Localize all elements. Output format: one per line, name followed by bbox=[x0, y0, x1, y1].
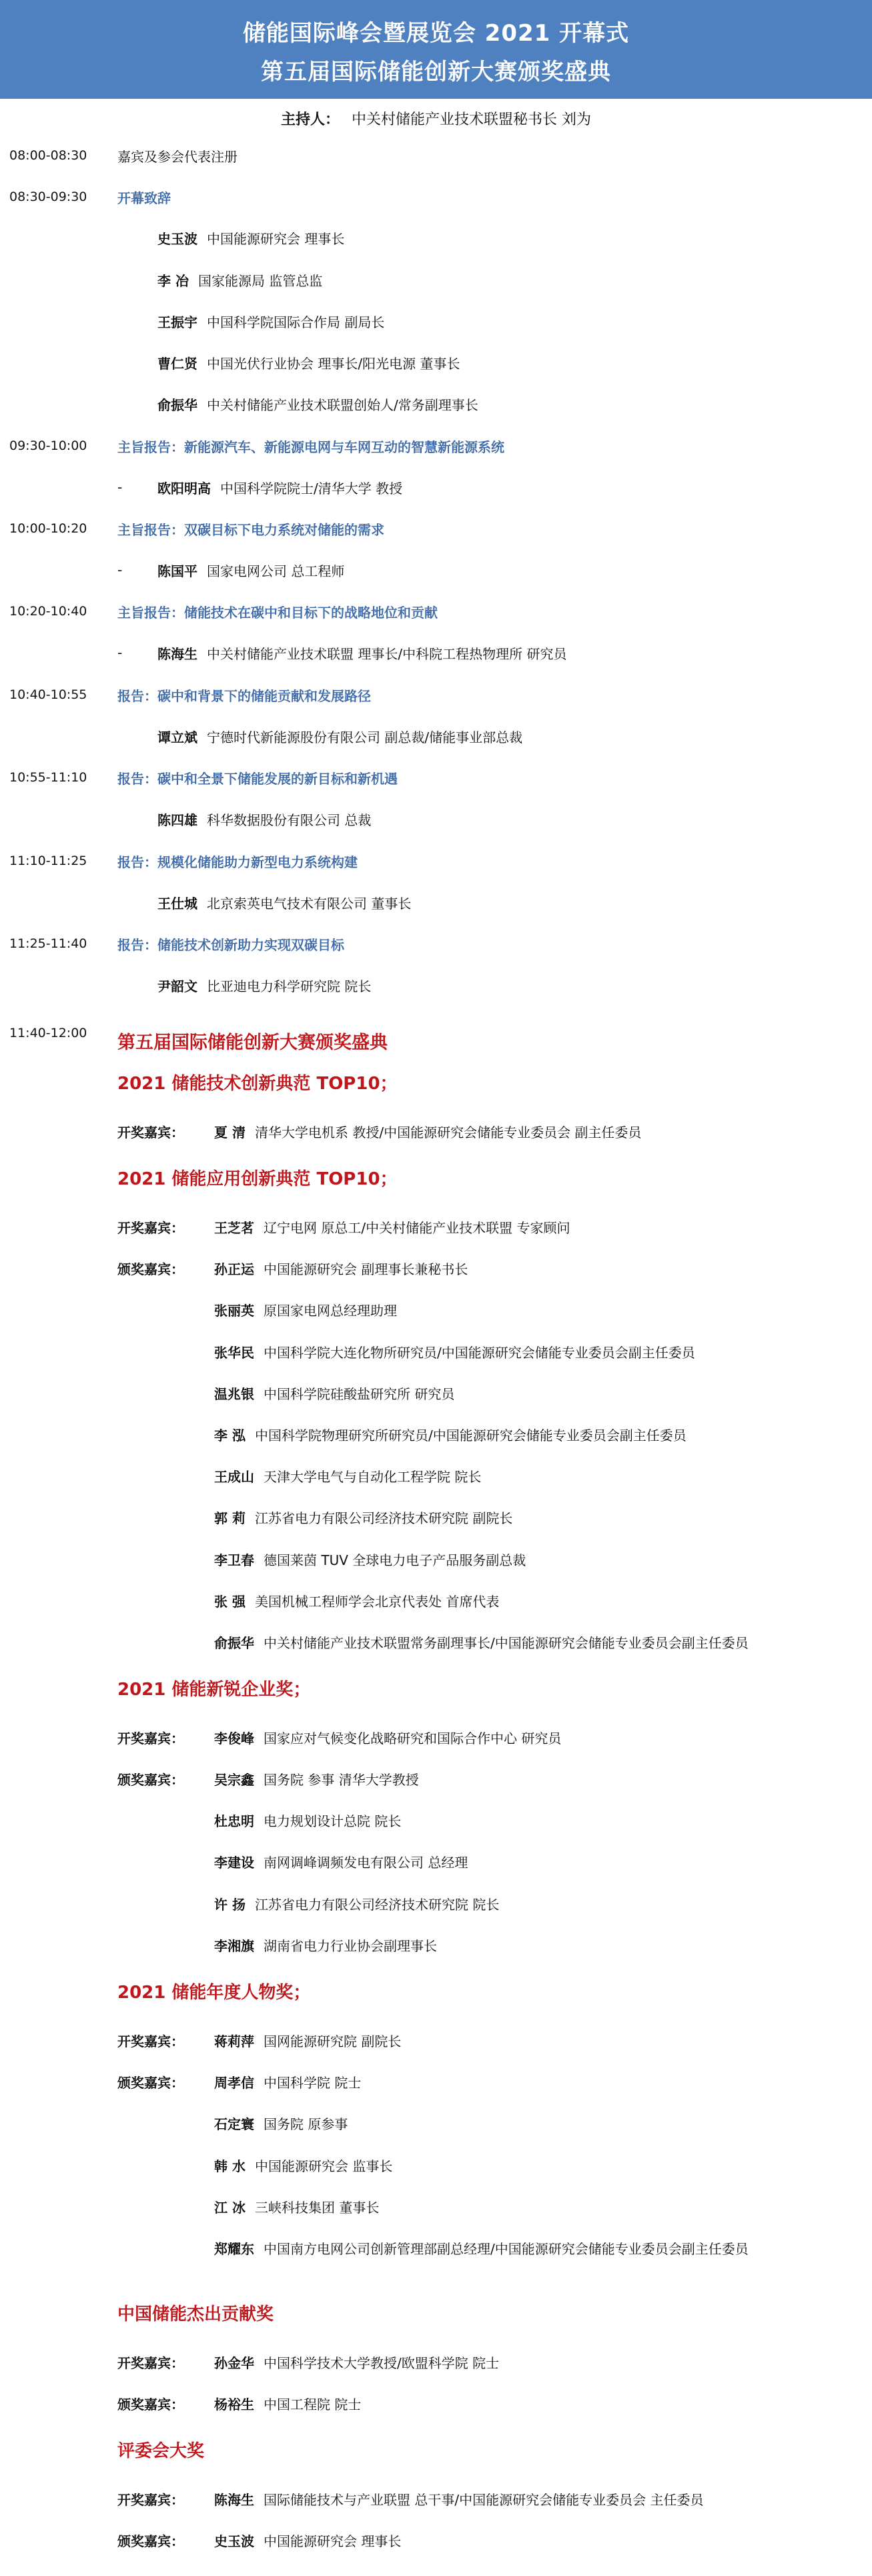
award-org: 美国机械工程师学会北京代表处 首席代表 bbox=[254, 1593, 500, 1610]
award-org: 南网调峰调频发电有限公司 总经理 bbox=[264, 1854, 468, 1871]
award-name: 孙正运 bbox=[214, 1261, 254, 1277]
speaker-org: 宁德时代新能源股份有限公司 副总裁/储能事业部总裁 bbox=[207, 729, 523, 745]
award-role: 开奖嘉宾： bbox=[117, 2354, 184, 2371]
award-row bbox=[117, 1547, 526, 1571]
award-row bbox=[117, 1256, 468, 1280]
award-name: 杜忠明 bbox=[214, 1813, 254, 1829]
award-row bbox=[117, 1422, 687, 1446]
award-name: 李建设 bbox=[214, 1854, 254, 1871]
talk7-title: 报告：储能技术创新助力实现双碳目标 bbox=[117, 936, 344, 953]
award-name: 夏 清 bbox=[214, 1124, 246, 1141]
speaker-org: 科华数据股份有限公司 总裁 bbox=[207, 812, 372, 828]
speaker-row bbox=[157, 350, 460, 374]
speaker-name: 谭立斌 bbox=[157, 729, 197, 745]
speaker-org: 比亚迪电力科学研究院 院长 bbox=[207, 978, 372, 994]
award-row bbox=[117, 2069, 361, 2094]
speaker-name: 李 冶 bbox=[157, 272, 189, 289]
award-name: 王成山 bbox=[214, 1468, 254, 1485]
award-heading-tech: 2021 储能技术创新典范 TOP10； bbox=[117, 1074, 398, 1094]
award-org: 三峡科技集团 董事长 bbox=[254, 2199, 380, 2216]
award-org: 中关村储能产业技术联盟常务副理事长/中国能源研究会储能专业委员会副主任委员 bbox=[264, 1634, 749, 1651]
speaker-name: 尹韶文 bbox=[157, 978, 197, 994]
speaker-name: 曹仁贤 bbox=[157, 355, 197, 372]
speaker-row bbox=[157, 309, 384, 333]
award-name: 周孝信 bbox=[214, 2074, 254, 2091]
speaker-row bbox=[157, 226, 344, 250]
award-org: 江苏省电力有限公司经济技术研究院 院长 bbox=[254, 1896, 500, 1913]
talk2-speaker bbox=[157, 558, 344, 582]
award-row bbox=[117, 2194, 379, 2218]
speaker-org: 北京索英电气技术有限公司 董事长 bbox=[207, 895, 412, 912]
time-talk3: 10:20-10:40 bbox=[9, 604, 87, 619]
award-heading-committee: 评委会大奖 bbox=[117, 2441, 205, 2461]
award-name: 温兆银 bbox=[214, 1385, 254, 1402]
award-role: 开奖嘉宾： bbox=[117, 2491, 184, 2508]
award-org: 中国能源研究会 副理事长兼秘书长 bbox=[264, 1261, 468, 1277]
award-org: 中国科学院硅酸盐研究所 研究员 bbox=[264, 1385, 455, 1402]
host-value: 中关村储能产业技术联盟秘书长 刘为 bbox=[352, 111, 591, 128]
award-name: 吴宗鑫 bbox=[214, 1771, 254, 1788]
header-subtitle: 第五届国际储能创新大赛颁奖盛典 bbox=[261, 59, 611, 85]
speaker-name: 陈四雄 bbox=[157, 812, 197, 828]
award-name: 张丽英 bbox=[214, 1302, 254, 1319]
speaker-org: 中国科学院国际合作局 副局长 bbox=[207, 314, 385, 330]
time-talk1: 09:30-10:00 bbox=[9, 438, 87, 453]
award-heading-outstanding: 中国储能杰出贡献奖 bbox=[117, 2304, 274, 2324]
talk3-title: 主旨报告：储能技术在碳中和目标下的战略地位和贡献 bbox=[117, 604, 438, 621]
award-name: 李卫春 bbox=[214, 1552, 254, 1568]
award-row bbox=[117, 1766, 419, 1791]
award-org: 江苏省电力有限公司经济技术研究院 副院长 bbox=[254, 1510, 513, 1526]
registration-text: 嘉宾及参会代表注册 bbox=[117, 148, 238, 165]
award-row bbox=[117, 2391, 361, 2415]
time-registration: 08:00-08:30 bbox=[9, 148, 87, 163]
award-row bbox=[117, 1381, 454, 1405]
talk3-dash: - bbox=[117, 645, 123, 661]
speaker-name: 王振宇 bbox=[157, 314, 197, 330]
speaker-name: 史玉波 bbox=[157, 230, 197, 247]
header-title: 储能国际峰会暨展览会 2021 开幕式 bbox=[242, 20, 630, 47]
award-org: 辽宁电网 原总工/中关村储能产业技术联盟 专家顾问 bbox=[264, 1219, 570, 1236]
time-opening: 08:30-09:30 bbox=[9, 190, 87, 204]
header-banner bbox=[0, 0, 872, 99]
award-org: 中国工程院 院士 bbox=[264, 2396, 362, 2412]
talk6-title: 报告：规模化储能助力新型电力系统构建 bbox=[117, 854, 358, 870]
award-name: 蒋莉萍 bbox=[214, 2033, 254, 2049]
talk2-dash: - bbox=[117, 562, 123, 578]
speaker-org: 中国能源研究会 理事长 bbox=[207, 230, 345, 247]
award-name: 李湘旗 bbox=[214, 1937, 254, 1954]
speaker-org: 中关村储能产业技术联盟 理事长/中科院工程热物理所 研究员 bbox=[207, 645, 567, 662]
award-org: 清华大学电机系 教授/中国能源研究会储能专业委员会 副主任委员 bbox=[254, 1124, 642, 1141]
award-row bbox=[117, 1630, 749, 1654]
award-org: 天津大学电气与自动化工程学院 院长 bbox=[264, 1468, 482, 1485]
award-org: 国务院 参事 清华大学教授 bbox=[264, 1771, 419, 1788]
award-name: 王芝茗 bbox=[214, 1219, 254, 1236]
award-row bbox=[117, 1339, 695, 1363]
award-row bbox=[117, 2111, 348, 2135]
time-talk5: 10:55-11:10 bbox=[9, 770, 87, 785]
award-row bbox=[117, 1849, 468, 1873]
award-org: 中国科学技术大学教授/欧盟科学院 院士 bbox=[264, 2354, 500, 2371]
award-name: 孙金华 bbox=[214, 2354, 254, 2371]
award-heading-newcomer: 2021 储能新锐企业奖； bbox=[117, 1680, 311, 1700]
time-ceremony: 11:40-12:00 bbox=[9, 1026, 87, 1040]
award-org: 中国南方电网公司创新管理部副总经理/中国能源研究会储能专业委员会副主任委员 bbox=[264, 2240, 749, 2257]
talk1-title: 主旨报告：新能源汽车、新能源电网与车网互动的智慧新能源系统 bbox=[117, 438, 504, 455]
award-org: 中国能源研究会 监事长 bbox=[254, 2158, 393, 2174]
award-row bbox=[117, 1119, 641, 1143]
speaker-org: 中国光伏行业协会 理事长/阳光电源 董事长 bbox=[207, 355, 460, 372]
award-row bbox=[117, 1464, 481, 1488]
award-role: 颁奖嘉宾： bbox=[117, 2533, 184, 2549]
speaker-org: 中关村储能产业技术联盟创始人/常务副理事长 bbox=[207, 396, 478, 413]
speaker-org: 中国科学院院士/清华大学 教授 bbox=[220, 480, 403, 497]
award-row bbox=[117, 2028, 401, 2052]
award-name: 俞振华 bbox=[214, 1634, 254, 1651]
award-name: 郭 莉 bbox=[214, 1510, 246, 1526]
award-name: 陈海生 bbox=[214, 2491, 254, 2508]
time-talk2: 10:00-10:20 bbox=[9, 521, 87, 536]
speaker-org: 国家能源局 监管总监 bbox=[197, 272, 323, 289]
award-role: 颁奖嘉宾： bbox=[117, 1771, 184, 1788]
talk1-dash: - bbox=[117, 479, 123, 495]
award-org: 电力规划设计总院 院长 bbox=[264, 1813, 402, 1829]
award-name: 张华民 bbox=[214, 1344, 254, 1361]
award-heading-app: 2021 储能应用创新典范 TOP10； bbox=[117, 1169, 398, 1189]
award-name: 杨裕生 bbox=[214, 2396, 254, 2412]
award-name: 史玉波 bbox=[214, 2533, 254, 2549]
award-row bbox=[117, 1215, 570, 1239]
award-org: 中国科学院 院士 bbox=[264, 2074, 362, 2091]
award-role: 颁奖嘉宾： bbox=[117, 2396, 184, 2412]
talk4-speaker bbox=[157, 724, 522, 748]
award-name: 李 泓 bbox=[214, 1427, 246, 1443]
award-role: 颁奖嘉宾： bbox=[117, 1261, 184, 1277]
award-role: 开奖嘉宾： bbox=[117, 1124, 184, 1141]
award-name: 李俊峰 bbox=[214, 1730, 254, 1746]
award-org: 国家应对气候变化战略研究和国际合作中心 研究员 bbox=[264, 1730, 562, 1746]
speaker-name: 王仕城 bbox=[157, 895, 197, 912]
award-org: 中国科学院物理研究所研究员/中国能源研究会储能专业委员会副主任委员 bbox=[254, 1427, 687, 1443]
award-row bbox=[117, 1505, 512, 1529]
ceremony-title: 第五届国际储能创新大赛颁奖盛典 bbox=[117, 1032, 388, 1053]
time-talk7: 11:25-11:40 bbox=[9, 936, 87, 951]
time-talk4: 10:40-10:55 bbox=[9, 687, 87, 702]
award-org: 原国家电网总经理助理 bbox=[264, 1302, 397, 1319]
award-row bbox=[117, 2153, 392, 2177]
award-name: 许 扬 bbox=[214, 1896, 246, 1913]
award-row bbox=[117, 1297, 397, 1321]
award-row bbox=[117, 1891, 499, 1915]
award-name: 江 冰 bbox=[214, 2199, 246, 2216]
talk1-speaker bbox=[157, 475, 402, 499]
award-row bbox=[117, 2528, 401, 2552]
host-label: 主持人： bbox=[280, 111, 340, 128]
speaker-name: 俞振华 bbox=[157, 396, 197, 413]
award-org: 湖南省电力行业协会副理事长 bbox=[264, 1937, 437, 1954]
speaker-row bbox=[157, 392, 478, 416]
talk7-speaker bbox=[157, 973, 371, 997]
award-role: 颁奖嘉宾： bbox=[117, 2074, 184, 2091]
award-org: 中国能源研究会 理事长 bbox=[264, 2533, 402, 2549]
award-row bbox=[117, 1808, 401, 1832]
speaker-name: 欧阳明高 bbox=[157, 480, 211, 497]
award-name: 韩 水 bbox=[214, 2158, 246, 2174]
award-role: 开奖嘉宾： bbox=[117, 2033, 184, 2049]
award-org: 国网能源研究院 副院长 bbox=[264, 2033, 402, 2049]
talk6-speaker bbox=[157, 890, 411, 914]
award-row bbox=[117, 2236, 749, 2260]
talk5-title: 报告：碳中和全景下储能发展的新目标和新机遇 bbox=[117, 770, 398, 787]
award-org: 德国莱茵 TUV 全球电力电子产品服务副总裁 bbox=[264, 1552, 526, 1568]
award-row bbox=[117, 1725, 561, 1749]
award-row bbox=[117, 1588, 499, 1612]
award-name: 张 强 bbox=[214, 1593, 246, 1610]
speaker-name: 陈国平 bbox=[157, 563, 197, 579]
award-role: 开奖嘉宾： bbox=[117, 1730, 184, 1746]
award-row bbox=[117, 2487, 703, 2511]
talk4-title: 报告：碳中和背景下的储能贡献和发展路径 bbox=[117, 687, 371, 704]
award-role: 开奖嘉宾： bbox=[117, 1219, 184, 1236]
award-org: 国际储能技术与产业联盟 总干事/中国能源研究会储能专业委员会 主任委员 bbox=[264, 2491, 704, 2508]
talk2-title: 主旨报告：双碳目标下电力系统对储能的需求 bbox=[117, 521, 384, 538]
talk3-speaker bbox=[157, 641, 566, 665]
speaker-row bbox=[157, 268, 322, 292]
award-name: 郑耀东 bbox=[214, 2240, 254, 2257]
talk5-speaker bbox=[157, 807, 371, 831]
award-row bbox=[117, 1933, 437, 1957]
speaker-org: 国家电网公司 总工程师 bbox=[207, 563, 345, 579]
opening-title: 开幕致辞 bbox=[117, 190, 171, 206]
award-org: 国务院 原参事 bbox=[264, 2116, 348, 2132]
award-row bbox=[117, 2350, 499, 2374]
speaker-name: 陈海生 bbox=[157, 645, 197, 662]
award-org: 中国科学院大连化物所研究员/中国能源研究会储能专业委员会副主任委员 bbox=[264, 1344, 695, 1361]
award-heading-person: 2021 储能年度人物奖； bbox=[117, 1983, 311, 2003]
time-talk6: 11:10-11:25 bbox=[9, 854, 87, 868]
host-line bbox=[0, 108, 872, 129]
award-name: 石定寰 bbox=[214, 2116, 254, 2132]
